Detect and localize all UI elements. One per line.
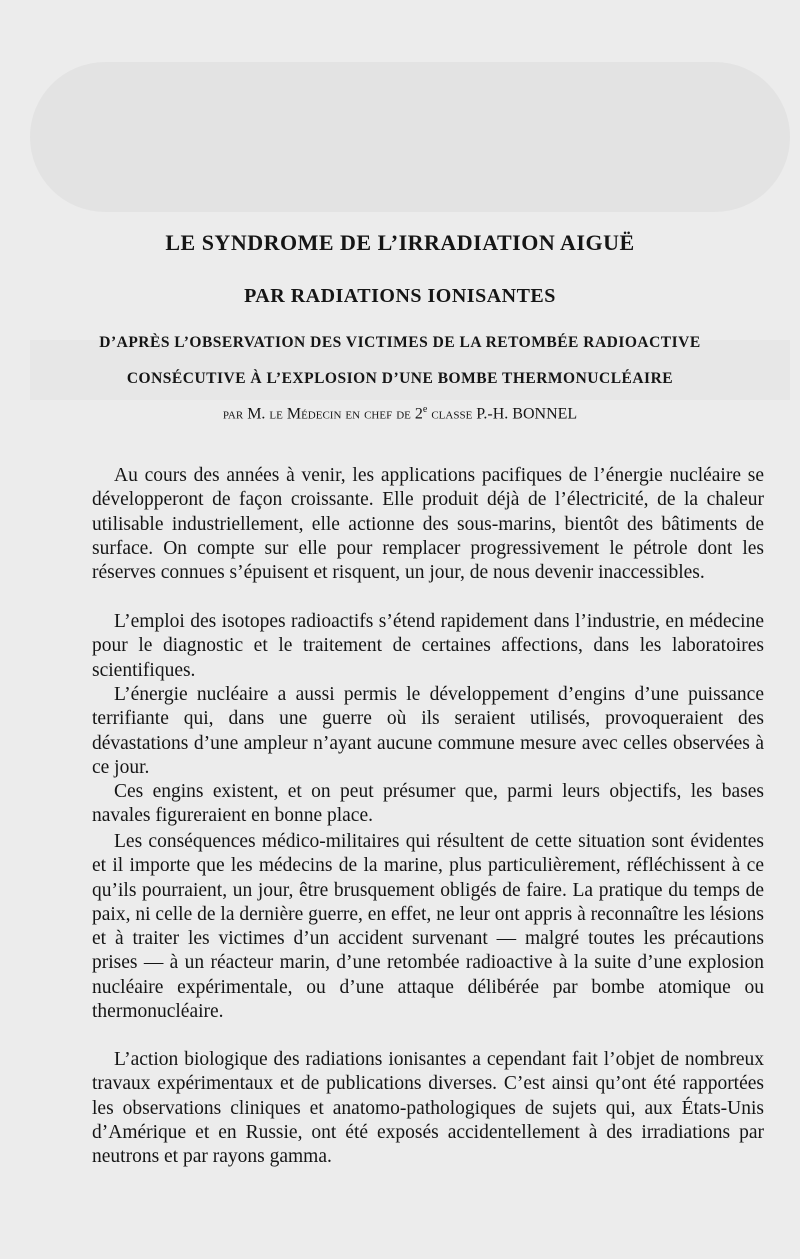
author-superscript: e <box>422 404 428 415</box>
author-prefix: par M. le Médecin en chef de 2 <box>222 405 423 423</box>
article-title-line-2: PAR RADIATIONS IONISANTES <box>244 285 556 307</box>
body-paragraph: Les conséquences médico-militaires qui résultent de cette situation sont évidentes et il importe que les médecins de la marine, plus particulièrement, réfléchissent à ce qu’ils pourraient, un jour, être brusquement obligés de faire. La pratique du temps de paix, ni celle de la dernière guerre, en effet, ne leur ont appris à reconnaître les lésions et à traiter les victimes d’un accident survenant — malgré toutes les précautions prises — à un réacteur marin, d’une retombée radioactive à la suite d’une explosion nucléaire expérimentale, ou d’une attaque délibérée par bombe atomique ou thermonucléaire. <box>92 831 764 1023</box>
body-paragraph: L’énergie nucléaire a aussi permis le développement d’engins d’une puissance terrifiante qui, dans une guerre où ils seraient utilisés, provoqueraient des dévastations d’une ampleur n’ayant aucune commune mesure avec celles observées à ce jour. <box>92 684 764 778</box>
body-paragraph: L’emploi des isotopes radioactifs s’étend rapidement dans l’industrie, en médecine pour le diagnostic et le traitement de certaines affections, dans les laboratoires scientifiques. <box>92 611 764 681</box>
body-paragraph: Au cours des années à venir, les applications pacifiques de l’énergie nucléaire se développeront de façon croissante. Elle produit déjà de l’électricité, de la chaleur utilisable industriellement, elle actionne des sous-marins, bientôt des bâtiments de surface. On compte sur elle pour remplacer progressivement le pétrole dont les réserves connues s’épuisent et risquent, un jour, de nous devenir inaccessibles. <box>92 465 764 584</box>
article-title-line-1: LE SYNDROME DE L’IRRADIATION AIGUË <box>165 230 635 255</box>
show-through-shadow <box>30 62 790 212</box>
article-subtitle-line-2: CONSÉCUTIVE À L’EXPLOSION D’UNE BOMBE THERMONUCLÉAIRE <box>126 370 674 387</box>
body-paragraph: L’action biologique des radiations ionisantes a cependant fait l’objet de nombreux travaux expérimentaux et de publications diverses. C’est ainsi qu’ont été rapportées les observations cliniques et anatomo-pathologiques de sujets qui, aux États-Unis d’Amérique et en Russie, ont été exposés accidentellement à des irradiations par neutrons et par rayons gamma. <box>92 1049 764 1168</box>
author-name: P.-H. BONNEL <box>476 405 578 423</box>
author-class-word: classe <box>427 405 477 423</box>
article-subtitle-line-1: D’APRÈS L’OBSERVATION DES VICTIMES DE LA RETOMBÉE RADIOACTIVE <box>99 334 701 351</box>
body-paragraph: Ces engins existent, et on peut présumer que, parmi leurs objectifs, les bases navales figureraient en bonne place. <box>92 781 764 827</box>
author-line <box>0 404 800 423</box>
